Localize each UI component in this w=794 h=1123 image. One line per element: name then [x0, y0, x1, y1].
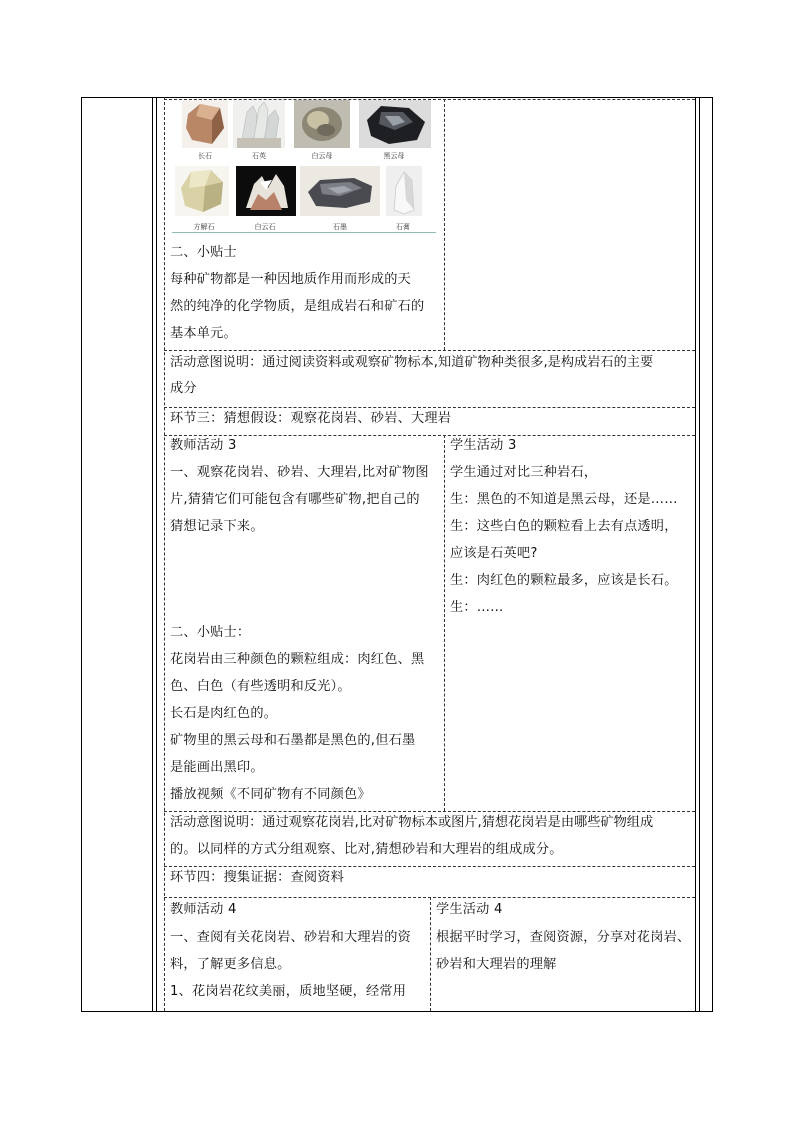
tip-line: 每种矿物都是一种因地质作用而形成的天 — [170, 272, 411, 287]
teacher-activity-title: 教师活动 4 — [170, 902, 237, 917]
mineral-caption: 长石 — [198, 152, 212, 160]
mineral-caption: 白云母 — [311, 152, 333, 160]
student-activity-line: 应该是石英吧? — [450, 546, 538, 561]
tip-line: 矿物里的黑云母和石墨都是黑色的,但石墨 — [170, 733, 416, 748]
muscovite-photo — [294, 100, 350, 148]
tip-line: 是能画出黑印。 — [170, 760, 264, 775]
tip-line: 花岗岩由三种颜色的颗粒组成：肉红色、黑 — [170, 652, 425, 667]
col-sep-top — [444, 99, 445, 350]
row-sep-activity3 — [164, 435, 695, 436]
student-activity-line: 砂岩和大理岩的理解 — [436, 957, 557, 972]
teacher-activity-line: 猜想记录下来。 — [170, 519, 264, 534]
student-activity-line: 生：黑色的不知道是黑云母，还是…… — [450, 492, 678, 507]
inner-left-dashed — [164, 97, 165, 1011]
student-activity-line: 生：这些白色的颗粒看上去有点透明， — [450, 519, 678, 534]
quartz-photo — [233, 100, 285, 148]
teacher-activity-line: 料，了解更多信息。 — [170, 957, 291, 972]
tip-line: 播放视频《不同矿物有不同颜色》 — [170, 787, 371, 802]
calcite-photo — [175, 166, 229, 216]
table-bottom-border — [81, 1011, 713, 1012]
table-top-border — [81, 97, 713, 98]
teacher-activity-line: 一、查阅有关花岗岩、砂岩和大理岩的资 — [170, 930, 411, 945]
intent-line: 成分 — [170, 381, 197, 396]
teacher-activity-line: 片,猜猜它们可能包含有哪些矿物,把自己的 — [170, 492, 420, 507]
col-sep-activity3 — [444, 435, 445, 811]
tip-line: 然的纯净的化学物质，是组成岩石和矿石的 — [170, 299, 425, 314]
step-heading: 环节三：猜想假设：观察花岗岩、砂岩、大理岩 — [170, 411, 452, 426]
photo-baseline — [172, 232, 436, 233]
tip-title: 二、小贴士： — [170, 625, 251, 640]
mineral-caption: 石膏 — [396, 223, 410, 231]
column-divider-left — [152, 97, 157, 1011]
step-heading: 环节四：搜集证据：查阅资料 — [170, 870, 345, 885]
intent-line: 的。以同样的方式分组观察、比对,猜想砂岩和大理岩的组成成分。 — [170, 842, 563, 857]
col-sep-activity4 — [430, 897, 431, 1011]
student-activity-line: 根据平时学习，查阅资源，分享对花岗岩、 — [436, 930, 691, 945]
table-right-border — [712, 97, 713, 1011]
column-divider-right — [695, 97, 700, 1011]
mineral-caption: 石英 — [252, 152, 266, 160]
student-activity-title: 学生活动 3 — [450, 438, 517, 453]
teacher-activity-line: 1、花岗岩花纹美丽，质地坚硬，经常用 — [170, 984, 407, 999]
tip-title: 二、小贴士 — [170, 245, 237, 260]
teacher-activity-line: 一、观察花岗岩、砂岩、大理岩,比对矿物图 — [170, 465, 429, 480]
gypsum-photo — [386, 166, 422, 216]
biotite-photo — [359, 100, 431, 148]
tip-line: 色、白色（有些透明和反光）。 — [170, 679, 351, 694]
student-activity-title: 学生活动 4 — [436, 902, 503, 917]
student-activity-line: 生：…… — [450, 600, 504, 615]
intent-line: 活动意图说明：通过阅读资料或观察矿物标本,知道矿物种类很多,是构成岩石的主要 — [170, 355, 654, 370]
mineral-caption: 黑云母 — [383, 152, 405, 160]
mineral-caption: 石墨 — [333, 223, 347, 231]
dolomite-photo — [236, 166, 296, 216]
feldspar-photo — [182, 100, 228, 148]
teacher-activity-title: 教师活动 3 — [170, 438, 237, 453]
graphite-photo — [300, 166, 380, 216]
intent-line: 活动意图说明：通过观察花岗岩,比对矿物标本或图片,猜想花岗岩是由哪些矿物组成 — [170, 815, 654, 830]
tip-line: 基本单元。 — [170, 326, 237, 341]
table-left-border — [81, 97, 82, 1011]
student-activity-line: 学生通过对比三种岩石， — [450, 465, 598, 480]
mineral-caption: 方解石 — [193, 223, 215, 231]
student-activity-line: 生：肉红色的颗粒最多，应该是长石。 — [450, 573, 678, 588]
mineral-caption: 白云石 — [254, 223, 276, 231]
tip-line: 长石是肉红色的。 — [170, 706, 278, 721]
